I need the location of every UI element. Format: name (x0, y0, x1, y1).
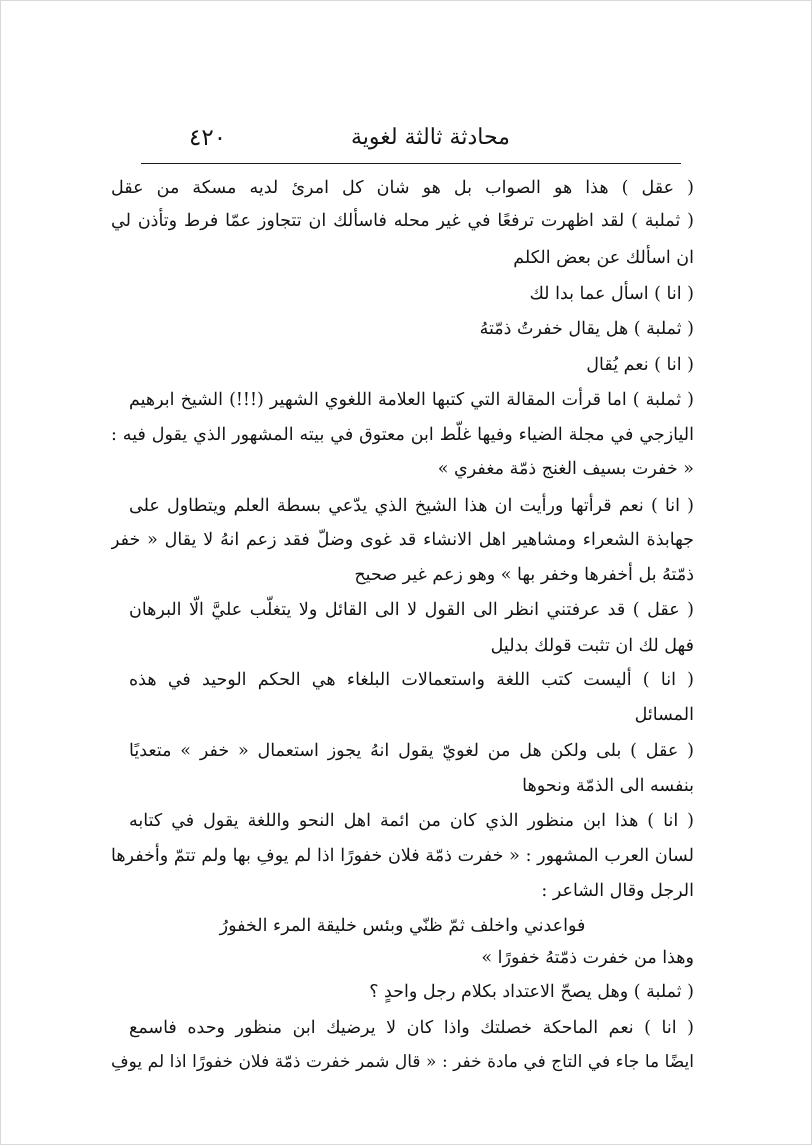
text-line: ذمّتهُ بل أخفرها وخفر بها » وهو زعم غير صحيح (354, 565, 694, 585)
page-header (141, 119, 681, 159)
text-line: لسان العرب المشهور : « خفرت ذمّة فلان خفورًا اذا لم يوفِ بها ولم تتمّ وأخفرها (111, 846, 694, 866)
text-line: بنفسه الى الذمّة ونحوها (522, 776, 694, 796)
running-head: محادثة ثالثة لغوية (351, 125, 510, 150)
text-line: اليازجي في مجلة الضياء وفيها غلّط ابن معتوق في بيته المشهور الذي يقول فيه : (111, 425, 694, 445)
text-line: ( ثملبة ) هل يقال خفرتُ ذمّتهُ (479, 319, 694, 339)
text-line: « خفرت بسيف الغنج ذمّة مغفري » (437, 459, 694, 479)
text-line: ان اسألك عن بعض الكلم (513, 248, 694, 268)
text-line: ( انا ) اسأل عما بدا لك (529, 284, 694, 304)
text-line: ( ثملبة ) لقد اظهرت ترفعًا في غير محله فاسألك ان تتجاوز عمّا فرط وتأذن لي (111, 211, 694, 231)
text-line: ايضًا ما جاء في التاج في مادة خفر : « قال شمر خفرت ذمّة فلان خفورًا اذا لم يوفِ (111, 1052, 694, 1072)
text-line: ( ثملبة ) وهل يصحّ الاعتداد بكلام رجل واحدٍ ؟ (369, 982, 694, 1002)
text-line: الرجل وقال الشاعر : (541, 881, 694, 901)
text-line: المسائل (634, 705, 694, 725)
page-number: ٤٢٠ (189, 125, 227, 151)
text-line: ( انا ) نعم الماحكة خصلتك واذا كان لا يرضيك ابن منظور وحده فاسمع (129, 1018, 694, 1038)
verse-line: فواعدني واخلف ثمّ ظنّي وبئس خليقة المرء الخفورُ (219, 916, 586, 936)
text-line: فهل لك ان تثبت قولك بدليل (490, 636, 694, 656)
text-line: ( عقل ) قد عرفتني انظر الى القول لا الى القائل ولا يتغلّب عليَّ الّا البرهان (129, 600, 694, 620)
text-line: ( انا ) نعم قرأتها ورأيت ان هذا الشيخ الذي يدّعي بسطة العلم ويتطاول على (129, 496, 694, 516)
text-line: ( عقل ) هذا هو الصواب بل هو شان كل امرئ لديه مسكة من عقل (111, 178, 694, 198)
text-line: ( عقل ) بلى ولكن هل من لغويّ يقول انهُ يجوز استعمال « خفر » متعديًا (129, 741, 694, 761)
text-line: جهابذة الشعراء ومشاهير اهل الانشاء قد غوى وضلّ فقد زعم انهُ لا يقال « خفر (111, 530, 694, 550)
text-line: ( انا ) نعم يُقال (586, 355, 694, 375)
text-line: ( ثملبة ) اما قرأت المقالة التي كتبها العلامة اللغوي الشهير (!!!) الشيخ ابرهيم (129, 390, 694, 410)
text-line: وهذا من خفرت ذمّتهُ خفورًا » (481, 948, 694, 968)
header-rule (141, 163, 681, 164)
text-line: ( انا ) أليست كتب اللغة واستعمالات البلغاء هي الحكم الوحيد في هذه (129, 670, 694, 690)
text-line: ( انا ) هذا ابن منظور الذي كان من ائمة اهل النحو واللغة يقول في كتابه (129, 811, 694, 831)
